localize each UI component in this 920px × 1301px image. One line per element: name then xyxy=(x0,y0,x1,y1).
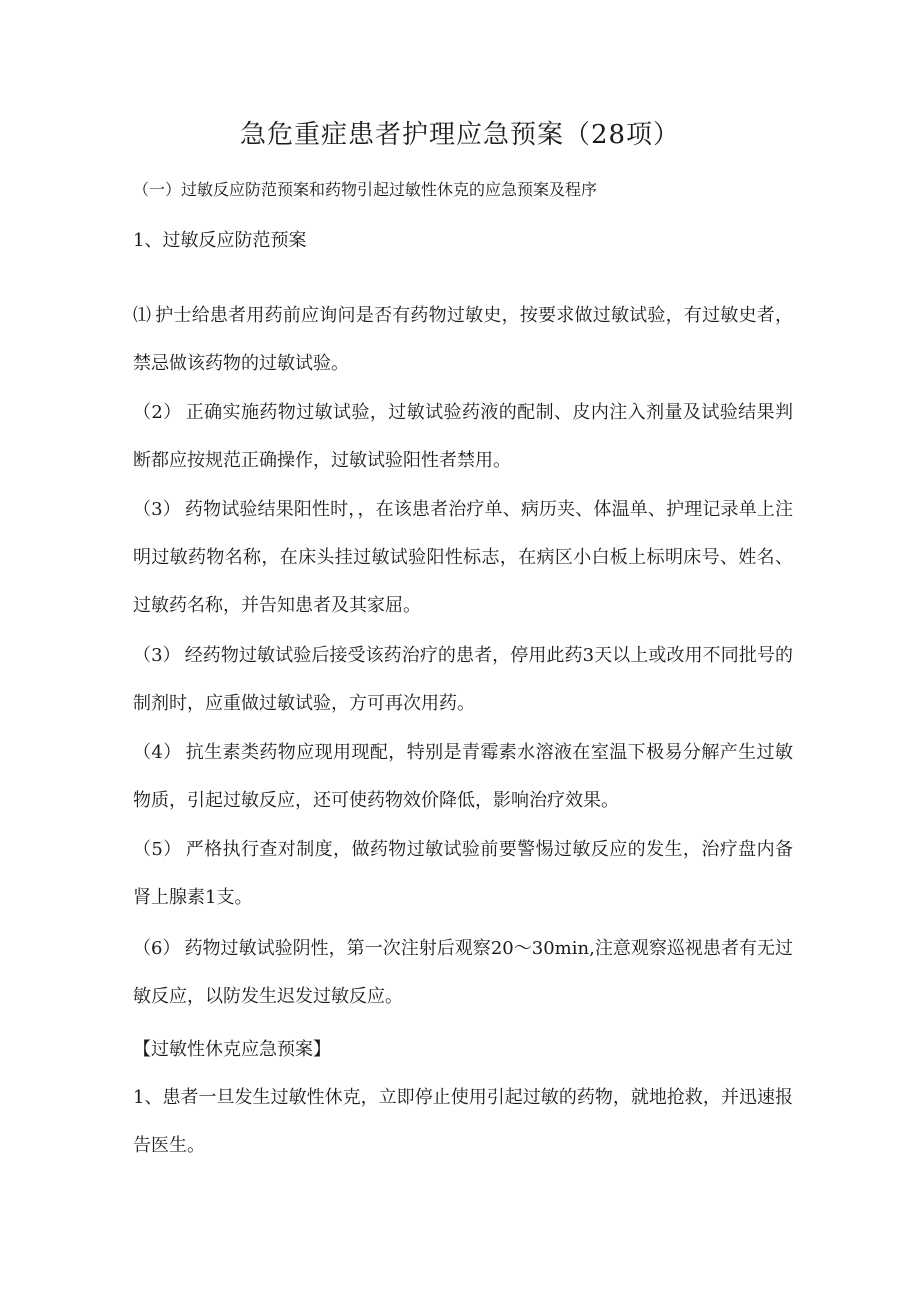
paragraph-text: 抗生素类药物应现用现配，特别是青霉素水溶液在室温下极易分解产生过敏物质，引起过敏反应，还可使药物效价降低，影响治疗效果。 xyxy=(133,742,793,811)
paragraph-item xyxy=(133,292,793,388)
section-heading: （一）过敏反应防范预案和药物引起过敏性休克的应急预案及程序 xyxy=(133,180,598,199)
paragraph-number: ⑴ xyxy=(133,305,152,326)
paragraph-number: （2） xyxy=(133,402,182,423)
paragraph-number: （6） xyxy=(133,938,181,959)
shock-plan-item-text: 1、患者一旦发生过敏性休克，立即停止使用引起过敏的药物，就地抢救，并迅速报告医生。 xyxy=(133,1087,793,1156)
paragraph-number: （5） xyxy=(133,839,182,860)
paragraph-item xyxy=(133,826,793,922)
paragraph-number: （4） xyxy=(133,742,182,763)
paragraph-text: 严格执行查对制度，做药物过敏试验前要警惕过敏反应的发生，治疗盘内备肾上腺素1支。 xyxy=(133,839,793,908)
paragraph-text: 正确实施药物过敏试验，过敏试验药液的配制、皮内注入剂量及试验结果判断都应按规范正确操作，过敏试验阳性者禁用。 xyxy=(133,402,793,471)
paragraph-item xyxy=(133,389,793,485)
paragraph-item xyxy=(133,729,793,825)
shock-plan-heading: 【过敏性休克应急预案】 xyxy=(133,1039,331,1060)
shock-plan-item xyxy=(133,1074,793,1170)
paragraph-text: 护士给患者用药前应询问是否有药物过敏史，按要求做过敏试验，有过敏史者，禁忌做该药物的过敏试验。 xyxy=(133,305,794,374)
paragraph-item xyxy=(133,925,793,1021)
paragraph-text: 药物试验结果阳性时，，在该患者治疗单、病历夹、体温单、护理记录单上注明过敏药物名称，在床头挂过敏试验阳性标志，在病区小白板上标明床号、姓名、过敏药名称，并告知患者及其家屈。 xyxy=(133,499,794,616)
paragraph-text: 经药物过敏试验后接受该药治疗的患者，停用此药3天以上或改用不同批号的制剂时，应重做过敏试验，方可再次用药。 xyxy=(133,645,794,714)
paragraph-item xyxy=(133,486,793,630)
paragraph-item xyxy=(133,632,793,728)
paragraph-number: （3） xyxy=(133,499,181,520)
subsection-heading: 1、过敏反应防范预案 xyxy=(133,230,307,251)
paragraph-number: （3） xyxy=(133,645,181,666)
paragraph-text: 药物过敏试验阴性，第一次注射后观察20〜30min,注意观察巡视患者有无过敏反应，以防发生迟发过敏反应。 xyxy=(133,938,794,1007)
document-title: 急危重症患者护理应急预案（28项） xyxy=(239,120,681,150)
